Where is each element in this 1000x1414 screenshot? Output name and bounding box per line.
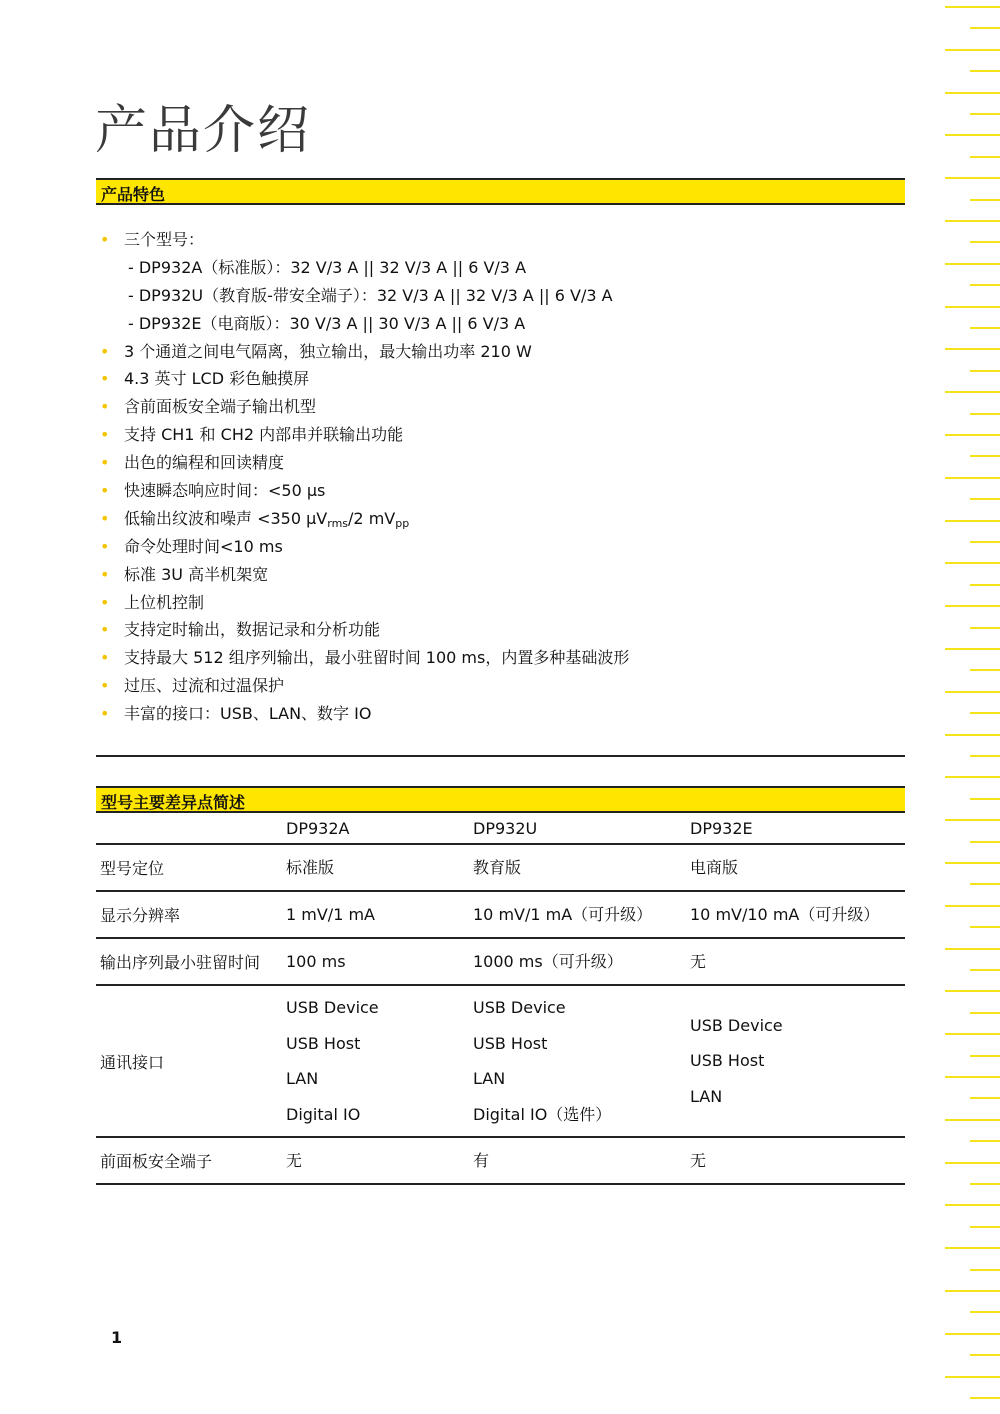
- row-label: 输出序列最小驻留时间: [96, 938, 282, 985]
- cell-line: USB Device: [473, 998, 566, 1017]
- table-cell: [686, 891, 905, 938]
- decorative-stripe: [945, 1290, 1000, 1292]
- feature-item: • 3 个通道之间电气隔离，独立输出，最大输出功率 210 W: [96, 338, 905, 366]
- table-cell: [282, 891, 469, 938]
- table-row: [96, 985, 905, 1137]
- decorative-stripe: [945, 990, 1000, 992]
- decorative-stripe: [945, 648, 1000, 650]
- cell-line: 100 ms: [286, 951, 346, 971]
- feature-item: • 过压、过流和过温保护: [96, 672, 905, 700]
- feature-item: • 支持 CH1 和 CH2 内部串并联输出功能: [96, 421, 905, 449]
- cell-line: LAN: [473, 1069, 506, 1088]
- cell-line: USB Host: [286, 1033, 361, 1053]
- decorative-stripe: [945, 1162, 1000, 1164]
- feature-item: • 标准 3U 高半机架宽: [96, 561, 905, 589]
- cell-line: 1 mV/1 mA: [286, 904, 375, 924]
- table-cell: [469, 985, 686, 1137]
- model-spec-item: - DP932U（教育版-带安全端子）：32 V/3 A || 32 V/3 A || 6 V/3 A: [128, 285, 613, 305]
- decorative-stripe: [970, 1354, 1000, 1356]
- decorative-stripe: [970, 798, 1000, 800]
- cell-line: LAN: [690, 1086, 723, 1106]
- feature-item: • 支持最大 512 组序列输出，最小驻留时间 100 ms，内置多种基础波形: [96, 644, 905, 672]
- table-cell: [469, 938, 686, 985]
- decorative-stripe: [970, 841, 1000, 843]
- decorative-stripe: [945, 391, 1000, 393]
- decorative-stripe: [945, 1119, 1000, 1121]
- features-section-title: 产品特色: [101, 185, 166, 204]
- decorative-stripe: [970, 327, 1000, 329]
- decorative-stripe: [945, 691, 1000, 693]
- decorative-stripe: [970, 1140, 1000, 1142]
- decorative-stripe: [970, 113, 1000, 115]
- decorative-stripe: [970, 1226, 1000, 1228]
- decorative-stripe: [945, 1076, 1000, 1078]
- decorative-stripe: [945, 220, 1000, 222]
- row-label: 型号定位: [96, 844, 282, 891]
- cell-line: Digital IO: [286, 1104, 361, 1124]
- decorative-stripe: [970, 926, 1000, 928]
- decorative-stripe: [945, 605, 1000, 607]
- decorative-stripe: [970, 455, 1000, 457]
- decorative-stripe: [945, 1333, 1000, 1335]
- cell-line: Digital IO（选件）: [473, 1104, 612, 1124]
- feature-item: • 三个型号：: [96, 226, 905, 254]
- decorative-stripe: [945, 1247, 1000, 1249]
- decorative-stripe: [970, 1397, 1000, 1399]
- cell-line: 电商版: [690, 857, 739, 877]
- table-cell: [282, 985, 469, 1137]
- model-differences-table: [96, 813, 905, 1185]
- subscript-text: rms: [327, 516, 349, 530]
- decorative-stripe: [970, 541, 1000, 543]
- decorative-stripe: [945, 306, 1000, 308]
- decorative-stripe: [970, 413, 1000, 415]
- decorative-stripe: [945, 6, 1000, 8]
- decorative-stripe: [945, 948, 1000, 950]
- feature-item: • 出色的编程和回读精度: [96, 449, 905, 477]
- decorative-stripe: [945, 1033, 1000, 1035]
- feature-text: /2 mV: [348, 508, 396, 528]
- decorative-stripe: [945, 520, 1000, 522]
- feature-item: • 4.3 英寸 LCD 彩色触摸屏: [96, 365, 905, 393]
- decorative-stripe: [970, 712, 1000, 714]
- decorative-stripe: [970, 1055, 1000, 1057]
- decorative-stripe: [970, 1269, 1000, 1271]
- table-cell: [686, 1137, 905, 1184]
- table-cell: [686, 938, 905, 985]
- table-row: [96, 1137, 905, 1184]
- cell-line: 1000 ms（可升级）: [473, 951, 623, 971]
- table-row: [96, 844, 905, 891]
- decorative-stripe: [970, 1311, 1000, 1313]
- decorative-stripe: [970, 627, 1000, 629]
- model-spec-item: - DP932E（电商版）：30 V/3 A || 30 V/3 A || 6 V/3 A: [128, 313, 526, 333]
- table-row: [96, 891, 905, 938]
- table-cell: [686, 985, 905, 1137]
- feature-text: 低输出纹波和噪声 <350 μV: [124, 508, 328, 528]
- decorative-stripe: [945, 1204, 1000, 1206]
- table-cell: [686, 844, 905, 891]
- decorative-stripe: [945, 905, 1000, 907]
- page-number: 1: [111, 1328, 123, 1347]
- decorative-stripe: [970, 241, 1000, 243]
- decorative-stripe: [970, 370, 1000, 372]
- table-header-row: [96, 813, 905, 844]
- row-label: 通讯接口: [96, 985, 282, 1137]
- cell-line: 无: [690, 1150, 707, 1170]
- model-spec-item: - DP932A（标准版）：32 V/3 A || 32 V/3 A || 6 V/3 A: [128, 257, 527, 277]
- cell-line: USB Host: [473, 1033, 548, 1053]
- decorative-stripe: [945, 177, 1000, 179]
- cell-line: 标准版: [286, 857, 335, 877]
- decorative-stripe: [970, 199, 1000, 201]
- cell-line: USB Device: [286, 998, 379, 1017]
- decorative-stripe: [970, 755, 1000, 757]
- decorative-stripe: [970, 1012, 1000, 1014]
- table-cell: [282, 938, 469, 985]
- cell-line: 10 mV/1 mA（可升级）: [473, 904, 653, 924]
- decorative-stripe: [945, 49, 1000, 51]
- table-cell: [469, 844, 686, 891]
- decorative-stripe: [945, 862, 1000, 864]
- feature-item: • 命令处理时间<10 ms: [96, 533, 905, 561]
- decorative-stripe: [970, 883, 1000, 885]
- decorative-stripe: [970, 969, 1000, 971]
- decorative-stripe: [970, 669, 1000, 671]
- table-cell: [469, 891, 686, 938]
- cell-line: LAN: [286, 1069, 319, 1088]
- decorative-stripe: [970, 1183, 1000, 1185]
- decorative-stripe: [970, 70, 1000, 72]
- cell-line: USB Host: [690, 1051, 765, 1071]
- row-label: 前面板安全端子: [96, 1137, 282, 1184]
- table-cell: [469, 1137, 686, 1184]
- differences-section-header: [96, 786, 905, 813]
- table-cell: [282, 844, 469, 891]
- table-header-cell: DP932A: [286, 818, 350, 838]
- decorative-stripe: [970, 498, 1000, 500]
- subscript-text: pp: [395, 516, 410, 530]
- features-list: [96, 226, 905, 728]
- decorative-stripe: [945, 1376, 1000, 1378]
- cell-line: 有: [473, 1150, 490, 1170]
- decorative-stripe: [945, 477, 1000, 479]
- feature-item: [96, 505, 905, 533]
- cell-line: USB Device: [690, 1015, 783, 1035]
- decorative-stripe: [945, 434, 1000, 436]
- decorative-stripe: [970, 1097, 1000, 1099]
- table-cell: [282, 1137, 469, 1184]
- cell-line: 无: [690, 951, 707, 971]
- table-row: [96, 938, 905, 985]
- decorative-stripe: [945, 134, 1000, 136]
- table-header-cell: DP932U: [473, 818, 538, 838]
- feature-item: • 丰富的接口：USB、LAN、数字 IO: [96, 700, 905, 728]
- decorative-stripes: [940, 0, 1000, 1414]
- decorative-stripe: [945, 776, 1000, 778]
- decorative-stripe: [945, 734, 1000, 736]
- features-section-header: [96, 178, 905, 205]
- decorative-stripe: [945, 819, 1000, 821]
- decorative-stripe: [945, 562, 1000, 564]
- decorative-stripe: [970, 27, 1000, 29]
- cell-line: 教育版: [473, 857, 522, 877]
- cell-line: 10 mV/10 mA（可升级）: [690, 904, 880, 924]
- page-title: 产品介绍: [95, 101, 312, 161]
- cell-line: 无: [286, 1150, 303, 1170]
- feature-item: • 含前面板安全端子输出机型: [96, 393, 905, 421]
- section-divider: [96, 755, 905, 757]
- row-label: 显示分辨率: [96, 891, 282, 938]
- differences-section-title: 型号主要差异点简述: [101, 793, 246, 812]
- feature-item: • 快速瞬态响应时间：<50 μs: [96, 477, 905, 505]
- decorative-stripe: [945, 348, 1000, 350]
- decorative-stripe: [970, 284, 1000, 286]
- decorative-stripe: [970, 156, 1000, 158]
- decorative-stripe: [945, 92, 1000, 94]
- table-header-cell: [96, 813, 282, 844]
- feature-item: • 支持定时输出，数据记录和分析功能: [96, 616, 905, 644]
- feature-item: • 上位机控制: [96, 589, 905, 617]
- table-header-cell: DP932E: [690, 818, 753, 838]
- decorative-stripe: [945, 263, 1000, 265]
- decorative-stripe: [970, 584, 1000, 586]
